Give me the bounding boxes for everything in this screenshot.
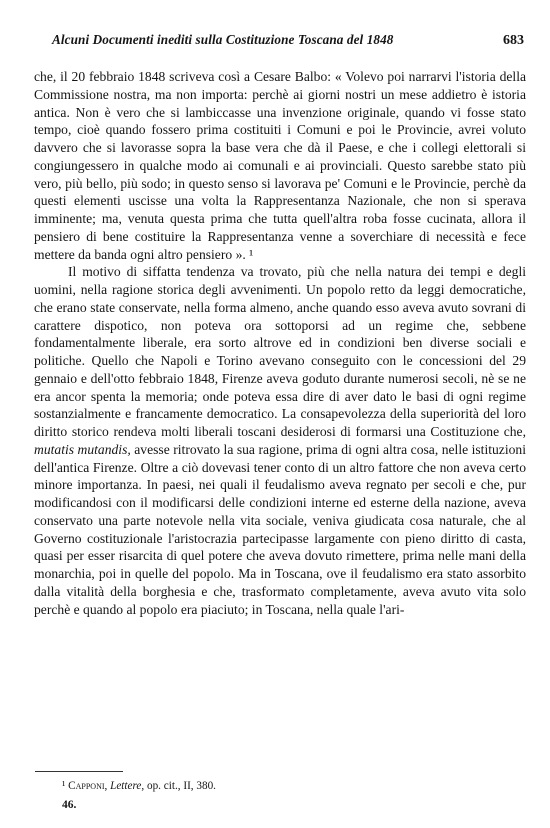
paragraph-2-part-1: Il motivo di siffatta tendenza va trovato, più che nella natura dei tempi e degli uomini, nella ragione storica degli avvenimenti. Un popolo retto da leggi democratiche, che erano state conservate, nella forma almeno, anche quando esso aveva avuto sovrani di carattere dispotico, non poteva ora sottoporsi ad un regime che, sebbene fondamentalmente liberale, era sorto altrove ed in condizioni ben diverse sociali e politiche. Quello che Napoli e Torino avevano conseguito con le concessioni del 29 gennaio e dell'otto febbraio 1848, Firenze aveva goduto durante numerosi secoli, nè se ne era ancor spenta la memoria; onde poteva essa dire di aver dato le basi di ogni regime sostanzialmente e francamente democratico. La consapevolezza della superiorità del loro diritto storico rendeva molti liberali toscani desiderosi di formarsi una Costituzione che, xyxy=(34,264,526,439)
paragraph-2-part-2: avesse ritrovato la sua ragione, prima di ogni altra cosa, nelle istituzioni dell'antica Firenze. Oltre a ciò dovevasi tener conto di un altro fattore che non aveva certo minore importanza. In paesi, nei quali il feudalismo aveva regnato per secoli e che, pur modificandosi con il modificarsi delle condizioni interne ed esterne della nazione, aveva conservato una parte notevole nella vita sociale, veniva giudicata cosa naturale, che al Governo costituzionale l'aristocrazia partecipasse largamente con pieno diritto di casta, quasi per esser risarcita di quel potere che aveva dovuto rimettere, prima nelle mani della monarchia, poi in quelle del popolo. Ma in Toscana, ove il feudalismo era stato assorbito dalla vitalità della borghesia e che, trasformato completamente, aveva avuto vita solo perchè e quando al popolo era piaciuto; in Toscana, nella quale l'ari- xyxy=(34,441,526,617)
footnote-rule xyxy=(35,771,123,772)
italic-phrase: mutatis mutandis, xyxy=(34,441,131,457)
paragraph-1: che, il 20 febbraio 1848 scriveva così a Cesare Balbo: « Volevo poi narrarvi l'istoria della Commissione nostra, ma non importa: perchè ai giorni nostri un mese addietro è istoria antica. Non è vero che si lambiccasse una invenzione originale, quando vi fosse stato tempo, cioè quando fossero prima costituiti i Comuni e poi le Provincie, avrei voluto davvero che si lavorasse sopra la base vera che dà il Paese, e che i collegi elettorali si congiungessero in qualche modo ai comunali e ai provinciali. Questo sarebbe stato più vero, più bello, più sodo; in questo senso si lavorava pe' Comuni e le Provincie, perchè da questi elementi uscisse una volta la Rappresentanza Nazionale, che non si sperava imminente; ma, venuta questa prima che tutta quell'altra roba fosse cucinata, allora il pensiero di bene costituire la Rappresentanza venne a soverchiare di necessità e fece mettere da banda ogni altro pensiero ». ¹ xyxy=(34,69,526,262)
paragraph-2 xyxy=(34,263,526,618)
page-number: 683 xyxy=(503,33,524,48)
signature-mark: 46. xyxy=(62,799,77,811)
body-text xyxy=(34,68,526,618)
footnote-author: Capponi, xyxy=(68,780,108,792)
footnote xyxy=(62,780,216,792)
footnote-citation: op. cit., II, 380. xyxy=(146,780,216,792)
running-header xyxy=(52,32,524,52)
footnote-marker: ¹ xyxy=(62,780,66,792)
running-title: Alcuni Documenti inediti sulla Costituzione Toscana del 1848 xyxy=(52,32,394,47)
footnote-work: Lettere, xyxy=(110,780,145,792)
